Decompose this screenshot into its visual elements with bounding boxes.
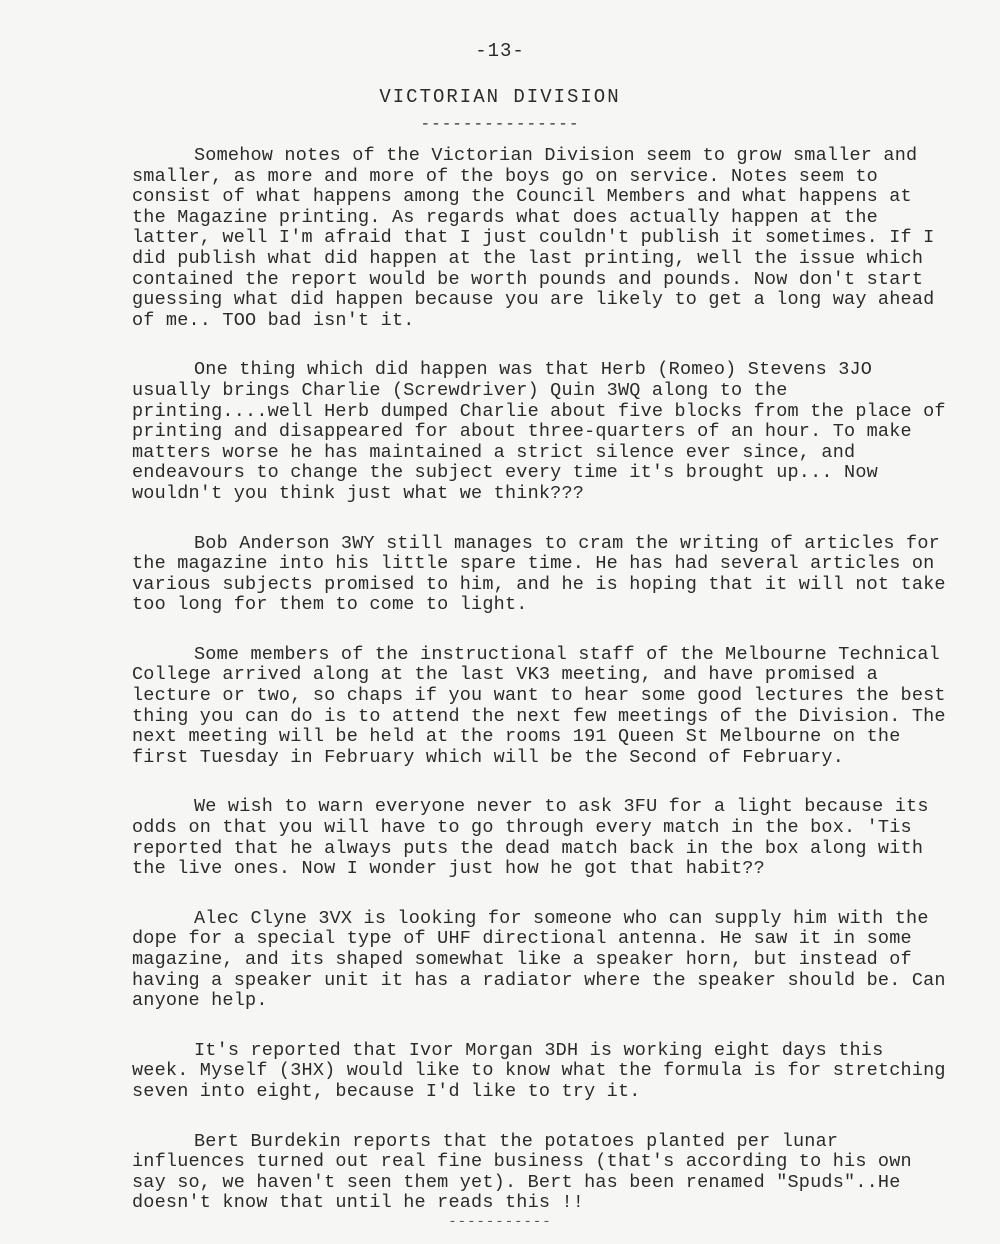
paragraph-ivor-morgan: It's reported that Ivor Morgan 3DH is working eight days this week. Myself (3HX) would like to know what the formula is for stretching seven into eight, because I'd like to try it. (132, 1039, 946, 1102)
paragraph-alec-clyne: Alec Clyne 3VX is looking for someone who can supply him with the dope for a special type of UHF directional antenna. He saw it in some magazine, and its shaped somewhat like a speaker horn, but instead of having a speaker unit it has a radiator where the speaker should be. Can anyone help. (132, 907, 946, 1012)
paragraph-bob-anderson: Bob Anderson 3WY still manages to cram the writing of articles for the magazine into his little spare time. He has had several articles on various subjects promised to him, and he is hoping that it will not take too long for them to come to light. (132, 532, 946, 616)
paragraph-bert-burdekin: Bert Burdekin reports that the potatoes planted per lunar influences turned out real fine business (that's according to his own say so, we haven't seen them yet). Bert has been renamed "Spuds"..He doesn't know that until he reads this !! (132, 1130, 912, 1214)
paragraph-council-notes: Somehow notes of the Victorian Division seem to grow smaller and smaller, as more and more of the boys go on service. Notes seem to consist of what happens among the Council Members and what happens at the Magazine printing. As regards what does actually happen at the latter, well I'm afraid that I just couldn't publish it sometimes. If I did publish what did happen at the last printing, well the issue which contained the report would be worth pounds and pounds. Now don't start guessing what did happen because you are likely to get a long way ahead of me.. TOO bad isn't it. (132, 145, 935, 331)
document-body (132, 146, 947, 1214)
paragraph-herb-stevens: One thing which did happen was that Herb (Romeo) Stevens 3JO usually brings Charlie (Screwdriver) Quin 3WQ along to the printing....well Herb dumped Charlie about five blocks from the place of printing and disappeared for about three-quarters of an hour. To make matters worse he has maintained a strict silence ever since, and endeavours to change the subject every time it's brought up... Now wouldn't you think just what we think??? (132, 359, 946, 504)
title-underline: --------------- (420, 115, 580, 133)
paragraph-technical-college: Some members of the instructional staff of the Melbourne Technical College arrived along at the last VK3 meeting, and have promised a lecture or two, so chaps if you want to hear some good lectures the best thing you can do is to attend the next few meetings of the Division. The next meeting will be held at the rooms 191 Queen St Melbourne on the first Tuesday in February which will be the Second of February. (132, 643, 946, 768)
page-number: -13- (475, 40, 525, 62)
paragraph-3fu-light: We wish to warn everyone never to ask 3FU for a light because its odds on that you will have to go through every match in the box. 'Tis reported that he always puts the dead match back in the box along with the live ones. Now I wonder just how he got that habit?? (132, 796, 929, 880)
end-divider: ----------- (448, 1214, 552, 1230)
page-title: VICTORIAN DIVISION (379, 86, 621, 108)
